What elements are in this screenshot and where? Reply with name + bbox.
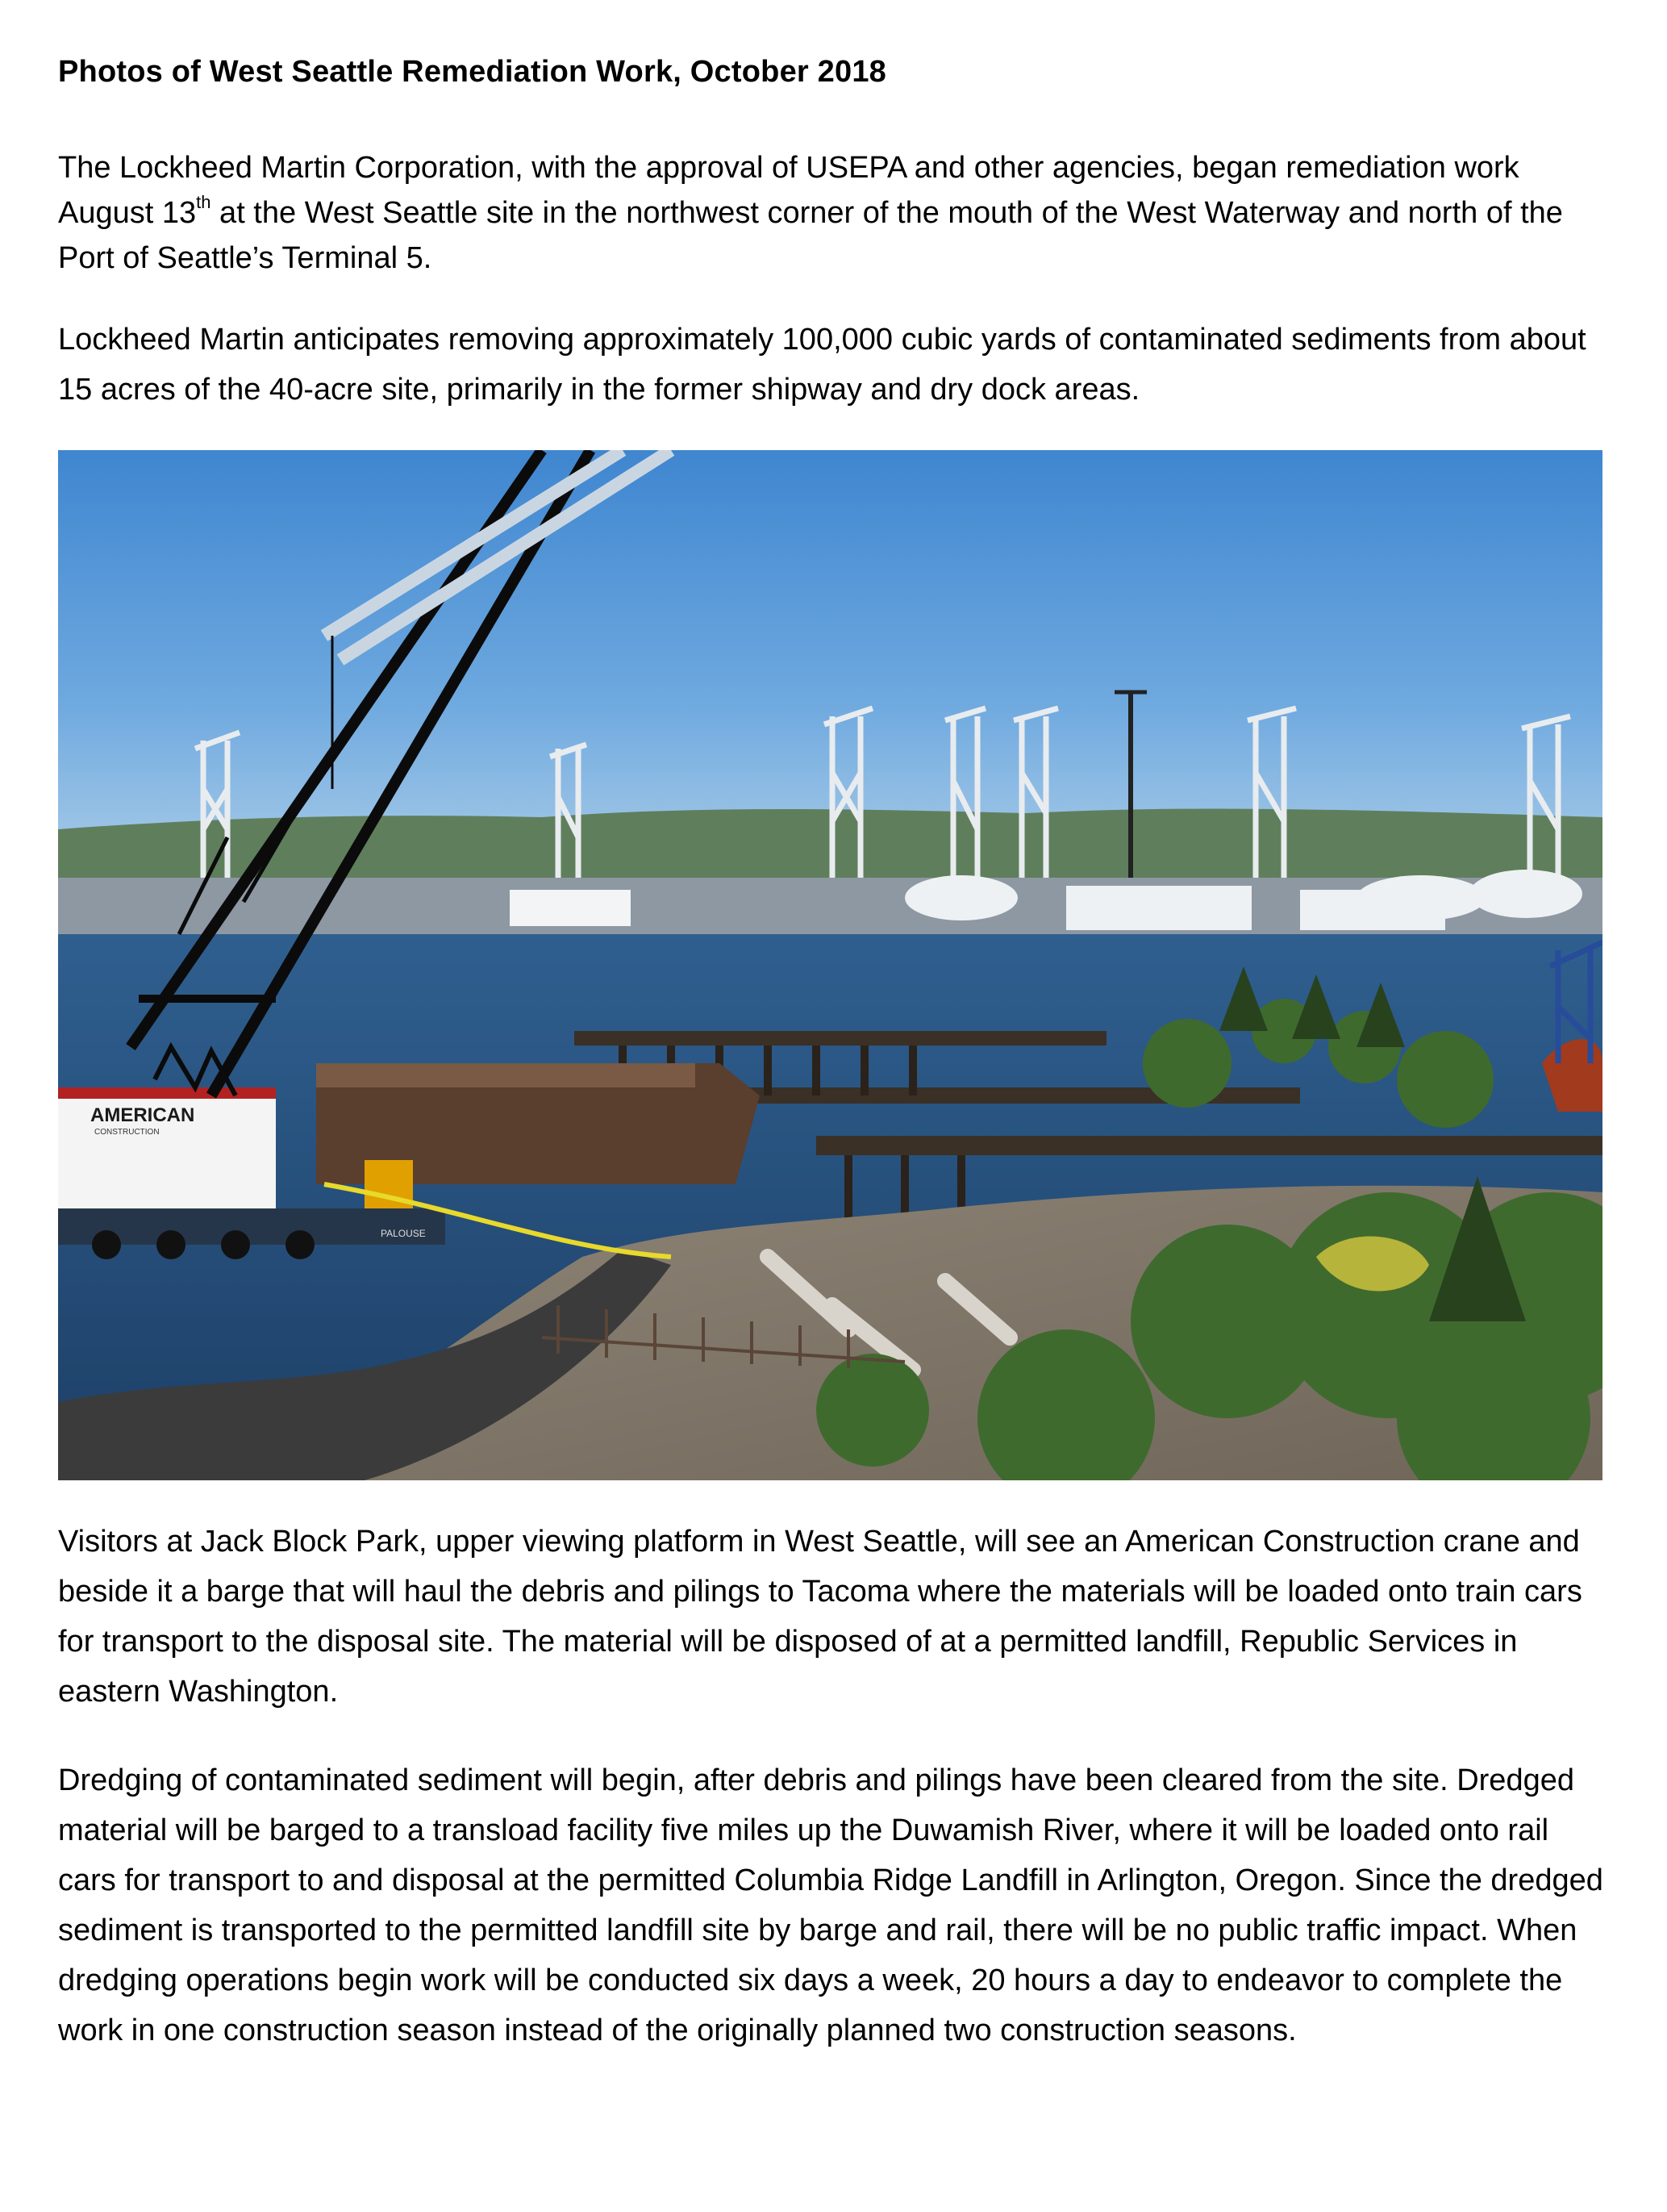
- crane-brand-sub: CONSTRUCTION: [94, 1128, 160, 1137]
- visitors-paragraph: Visitors at Jack Block Park, upper viewing platform in West Seattle, will see an American Construction crane and beside it a barge that will haul the debris and pilings to Tacoma where the materials will be loaded onto train cars for transport to the disposal site. The material will be disposed of at a permitted landfill, Republic Services in eastern Washington.: [58, 1525, 1582, 1709]
- intro-text-start: The Lockheed Martin Corporation, with the approval of USEPA and other agencies, began remediation work August 13: [58, 151, 1519, 230]
- remediation-site-photo: [58, 450, 1602, 1480]
- tug-name: PALOUSE: [381, 1228, 426, 1239]
- ordinal-suffix: th: [196, 192, 211, 212]
- crane-brand: AMERICAN: [90, 1104, 195, 1126]
- intro-paragraph: [58, 145, 1615, 281]
- removal-paragraph: Lockheed Martin anticipates removing approximately 100,000 cubic yards of contaminated sediments from about 15 acres of the 40-acre site, primarily in the former shipway and dry dock areas.: [58, 323, 1586, 407]
- page-title: Photos of West Seattle Remediation Work, October 2018: [58, 55, 886, 89]
- intro-text-end: at the West Seattle site in the northwest corner of the mouth of the West Waterway and north of the Port of Seattle’s Terminal 5.: [58, 196, 1563, 275]
- ferry: [510, 890, 631, 926]
- dredging-paragraph: Dredging of contaminated sediment will begin, after debris and pilings have been cleared from the site. Dredged material will be barged to a transload facility five miles up the Duwamish River, where it will be loaded onto rail cars for transport to and disposal at the permitted Columbia Ridge Landfill in Arlington, Oregon. Since the dredged sediment is transported to the permitted landfill site by barge and rail, there will be no public traffic impact. When dredging operations begin work will be conducted six days a week, 20 hours a day to endeavor to complete the work in one construction season instead of the originally planned two construction seasons.: [58, 1763, 1603, 2047]
